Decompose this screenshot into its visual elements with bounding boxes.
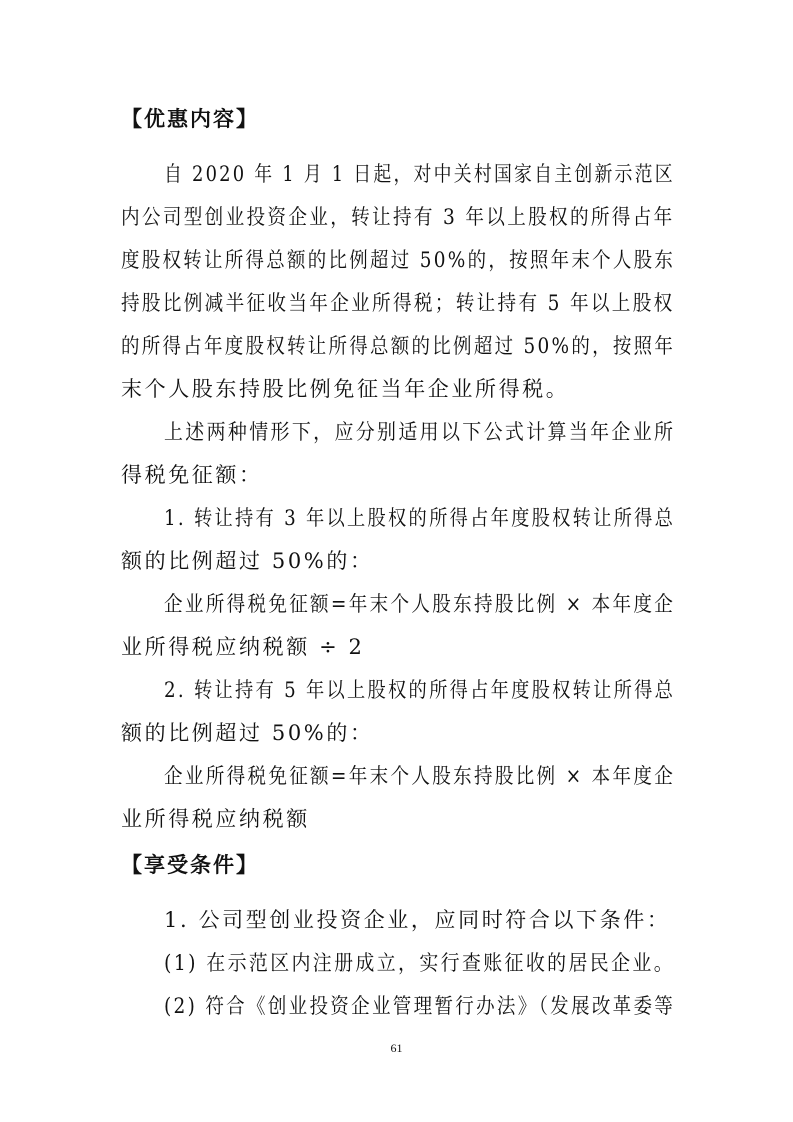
conditions-line: 1. 公司型创业投资企业，应同时符合以下条件：	[164, 908, 671, 932]
conditions-line: (1) 在示范区内注册成立，实行查账征收的居民企业。	[164, 951, 676, 975]
benefit-line: 2. 转让持有 5 年以上股权的所得占年度股权转让所得总	[164, 678, 676, 702]
benefit-line: 额的比例超过 50%的：	[121, 549, 374, 573]
benefit-line: 额的比例超过 50%的：	[121, 721, 374, 745]
benefit-line: 1. 转让持有 3 年以上股权的所得占年度股权转让所得总	[164, 506, 676, 530]
conditions-line: (2) 符合《创业投资企业管理暂行办法》（发展改革委等	[164, 994, 676, 1018]
benefit-line: 业所得税应纳税额 ÷ 2	[121, 635, 365, 659]
heading-benefit: 【优惠内容】	[121, 107, 259, 131]
benefit-line: 的所得占年度股权转让所得总额的比例超过 50%的，按照年	[121, 334, 676, 358]
heading-conditions: 【享受条件】	[121, 853, 259, 877]
benefit-line: 自 2020 年 1 月 1 日起，对中关村国家自主创新示范区	[164, 162, 675, 186]
benefit-line: 上述两种情形下，应分别适用以下公式计算当年企业所	[164, 420, 676, 444]
benefit-line: 持股比例减半征收当年企业所得税；转让持有 5 年以上股权	[121, 291, 675, 315]
benefit-line: 企业所得税免征额=年末个人股东持股比例 × 本年度企	[164, 764, 676, 788]
page-number: 61	[390, 1041, 403, 1055]
benefit-line: 得税免征额：	[121, 463, 263, 487]
benefit-line: 末个人股东持股比例免征当年企业所得税。	[121, 377, 570, 401]
benefit-line: 业所得税应纳税额	[121, 807, 310, 831]
benefit-line: 内公司型创业投资企业，转让持有 3 年以上股权的所得占年	[121, 205, 675, 229]
benefit-line: 企业所得税免征额=年末个人股东持股比例 × 本年度企	[164, 592, 676, 616]
benefit-line: 度股权转让所得总额的比例超过 50%的，按照年末个人股东	[121, 248, 676, 272]
